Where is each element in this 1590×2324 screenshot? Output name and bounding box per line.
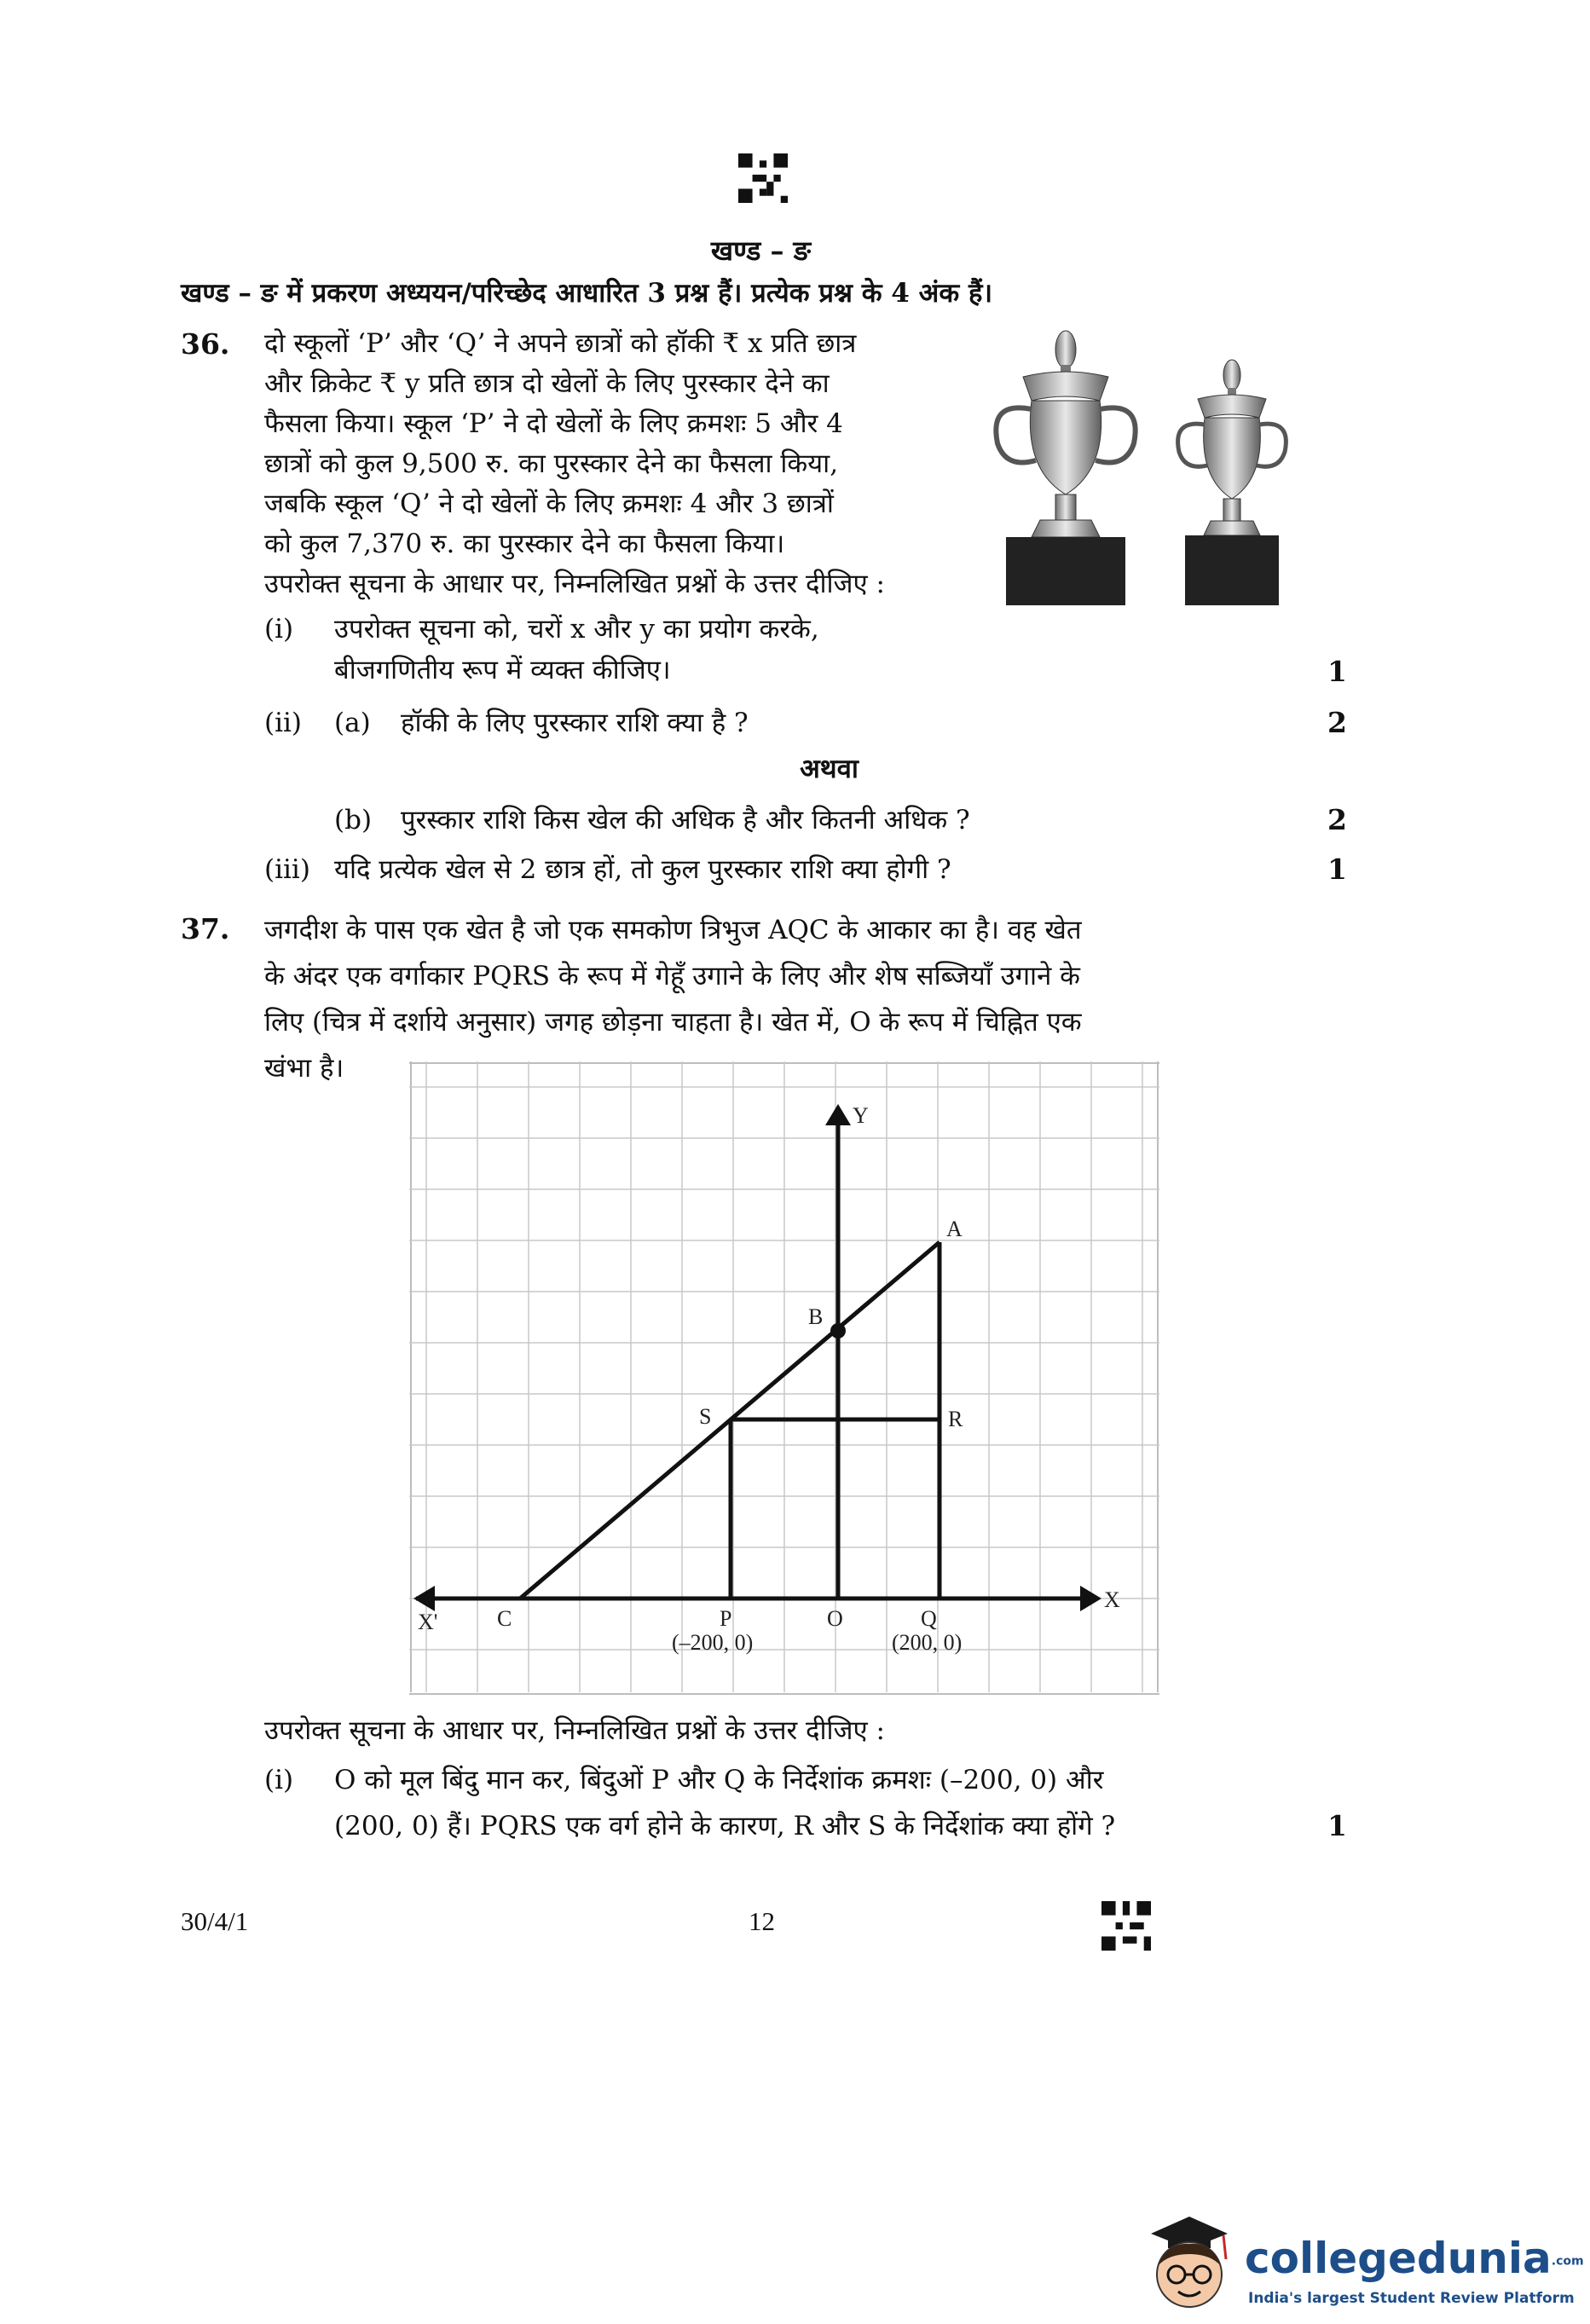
label-A: A xyxy=(946,1217,963,1241)
q36-ii-a-label: (a) xyxy=(334,708,371,738)
section-instructions: खण्ड – ङ में प्रकरण अध्ययन/परिच्छेद आधारित 3 प्रश्न हैं। प्रत्येक प्रश्न के 4 अंक हैं। xyxy=(181,278,993,309)
q36-ii-b-text: पुरस्कार राशि किस खेल की अधिक है और कितनी अधिक ? xyxy=(401,805,970,835)
label-P-coord: (–200, 0) xyxy=(672,1630,754,1655)
q36-line: छात्रों को कुल 9,500 रु. का पुरस्कार देने का फैसला किया, xyxy=(264,448,839,479)
label-B: B xyxy=(808,1304,824,1329)
point-B xyxy=(830,1323,846,1338)
student-mascot-icon xyxy=(1134,2200,1245,2324)
q36-paragraph xyxy=(264,324,946,604)
label-P: P xyxy=(720,1606,732,1631)
q36-line: जबकि स्कूल ‘Q’ ने दो खेलों के लिए क्रमशः 4 और 3 छात्रों xyxy=(264,489,834,519)
q36-ii-a-text: हॉकी के लिए पुरस्कार राशि क्या है ? xyxy=(401,708,749,738)
brand-name xyxy=(1245,2234,1584,2283)
q37-line: जगदीश के पास एक खेत है जो एक समकोण त्रिभुज AQC के आकार का है। वह खेत xyxy=(264,915,1082,945)
q36-ii-a-marks: 2 xyxy=(1327,706,1347,739)
q37-line: खंभा है। xyxy=(264,1053,344,1084)
q36-ii-b-marks: 2 xyxy=(1327,803,1347,836)
label-X: X xyxy=(1104,1587,1120,1612)
q36-prompt: उपरोक्त सूचना के आधार पर, निम्नलिखित प्रश्नों के उत्तर दीजिए : xyxy=(264,569,885,599)
q36-i-line1: उपरोक्त सूचना को, चरों x और y का प्रयोग करके, xyxy=(334,614,819,645)
q37-i-line2: (200, 0) हैं। PQRS एक वर्ग होने के कारण, R और S के निर्देशांक क्या होंगे ? xyxy=(334,1811,1116,1841)
q37-i-label: (i) xyxy=(264,1765,294,1795)
brand-name-text: collegedunia xyxy=(1245,2234,1552,2283)
page-number: 12 xyxy=(749,1906,775,1936)
q37-line: के अंदर एक वर्गाकार PQRS के रूप में गेहूँ उगाने के लिए और शेष सब्जियाँ उगाने के xyxy=(264,961,1080,991)
q36-line: को कुल 7,370 रु. का पुरस्कार देने का फैसला किया। xyxy=(264,529,785,559)
x-axis-left-arrow xyxy=(413,1586,435,1611)
brand-logo xyxy=(1134,2200,1584,2324)
question-number-37: 37. xyxy=(181,912,230,945)
q36-line: दो स्कूलों ‘P’ और ‘Q’ ने अपने छात्रों को हॉकी ₹ x प्रति छात्र xyxy=(264,328,857,359)
label-Q: Q xyxy=(921,1606,937,1631)
label-Q-coord: (200, 0) xyxy=(892,1630,963,1655)
q36-line: फैसला किया। स्कूल ‘P’ ने दो खेलों के लिए क्रमशः 5 और 4 xyxy=(264,408,843,439)
or-separator: अथवा xyxy=(800,754,859,784)
q37-prompt: उपरोक्त सूचना के आधार पर, निम्नलिखित प्रश्नों के उत्तर दीजिए : xyxy=(264,1715,885,1746)
y-axis-arrow xyxy=(825,1104,851,1125)
q36-i-label: (i) xyxy=(264,614,294,645)
trophy-icon xyxy=(996,331,1135,605)
q36-iii-marks: 1 xyxy=(1327,853,1347,886)
label-R: R xyxy=(948,1407,963,1431)
brand-tagline: India's largest Student Review Platform xyxy=(1248,2290,1575,2307)
coordinate-graph xyxy=(409,1061,1159,1696)
label-Xprime: X' xyxy=(418,1610,438,1634)
trophy-icon xyxy=(1178,360,1286,605)
qr-code-top xyxy=(738,153,788,203)
q36-i-marks: 1 xyxy=(1327,655,1347,688)
q36-line: और क्रिकेट ₹ y प्रति छात्र दो खेलों के लिए पुरस्कार देने का xyxy=(264,368,830,399)
brand-suffix: .com xyxy=(1551,2254,1584,2269)
label-S: S xyxy=(699,1404,712,1429)
label-Y: Y xyxy=(853,1103,869,1128)
q36-ii-b-label: (b) xyxy=(334,805,373,835)
trophy-image xyxy=(972,324,1313,617)
paper-code: 30/4/1 xyxy=(181,1906,249,1936)
question-number-36: 36. xyxy=(181,327,230,361)
q37-line: लिए (चित्र में दर्शाये अनुसार) जगह छोड़ना चाहता है। खेत में, O के रूप में चिह्नित एक xyxy=(264,1007,1082,1038)
label-C: C xyxy=(497,1606,512,1631)
section-title: खण्ड – ङ xyxy=(710,234,812,267)
label-O: O xyxy=(827,1606,843,1631)
q37-i-line1: O को मूल बिंदु मान कर, बिंदुओं P और Q के निर्देशांक क्रमशः (–200, 0) और xyxy=(334,1765,1104,1795)
qr-code-bottom xyxy=(1101,1901,1151,1951)
q37-i-marks: 1 xyxy=(1327,1809,1347,1842)
q36-i-line2: बीजगणितीय रूप में व्यक्त कीजिए। xyxy=(334,655,671,685)
q36-iii-label: (iii) xyxy=(264,854,310,885)
q36-iii-text: यदि प्रत्येक खेल से 2 छात्र हों, तो कुल पुरस्कार राशि क्या होगी ? xyxy=(334,854,951,885)
q36-ii-label: (ii) xyxy=(264,708,303,738)
